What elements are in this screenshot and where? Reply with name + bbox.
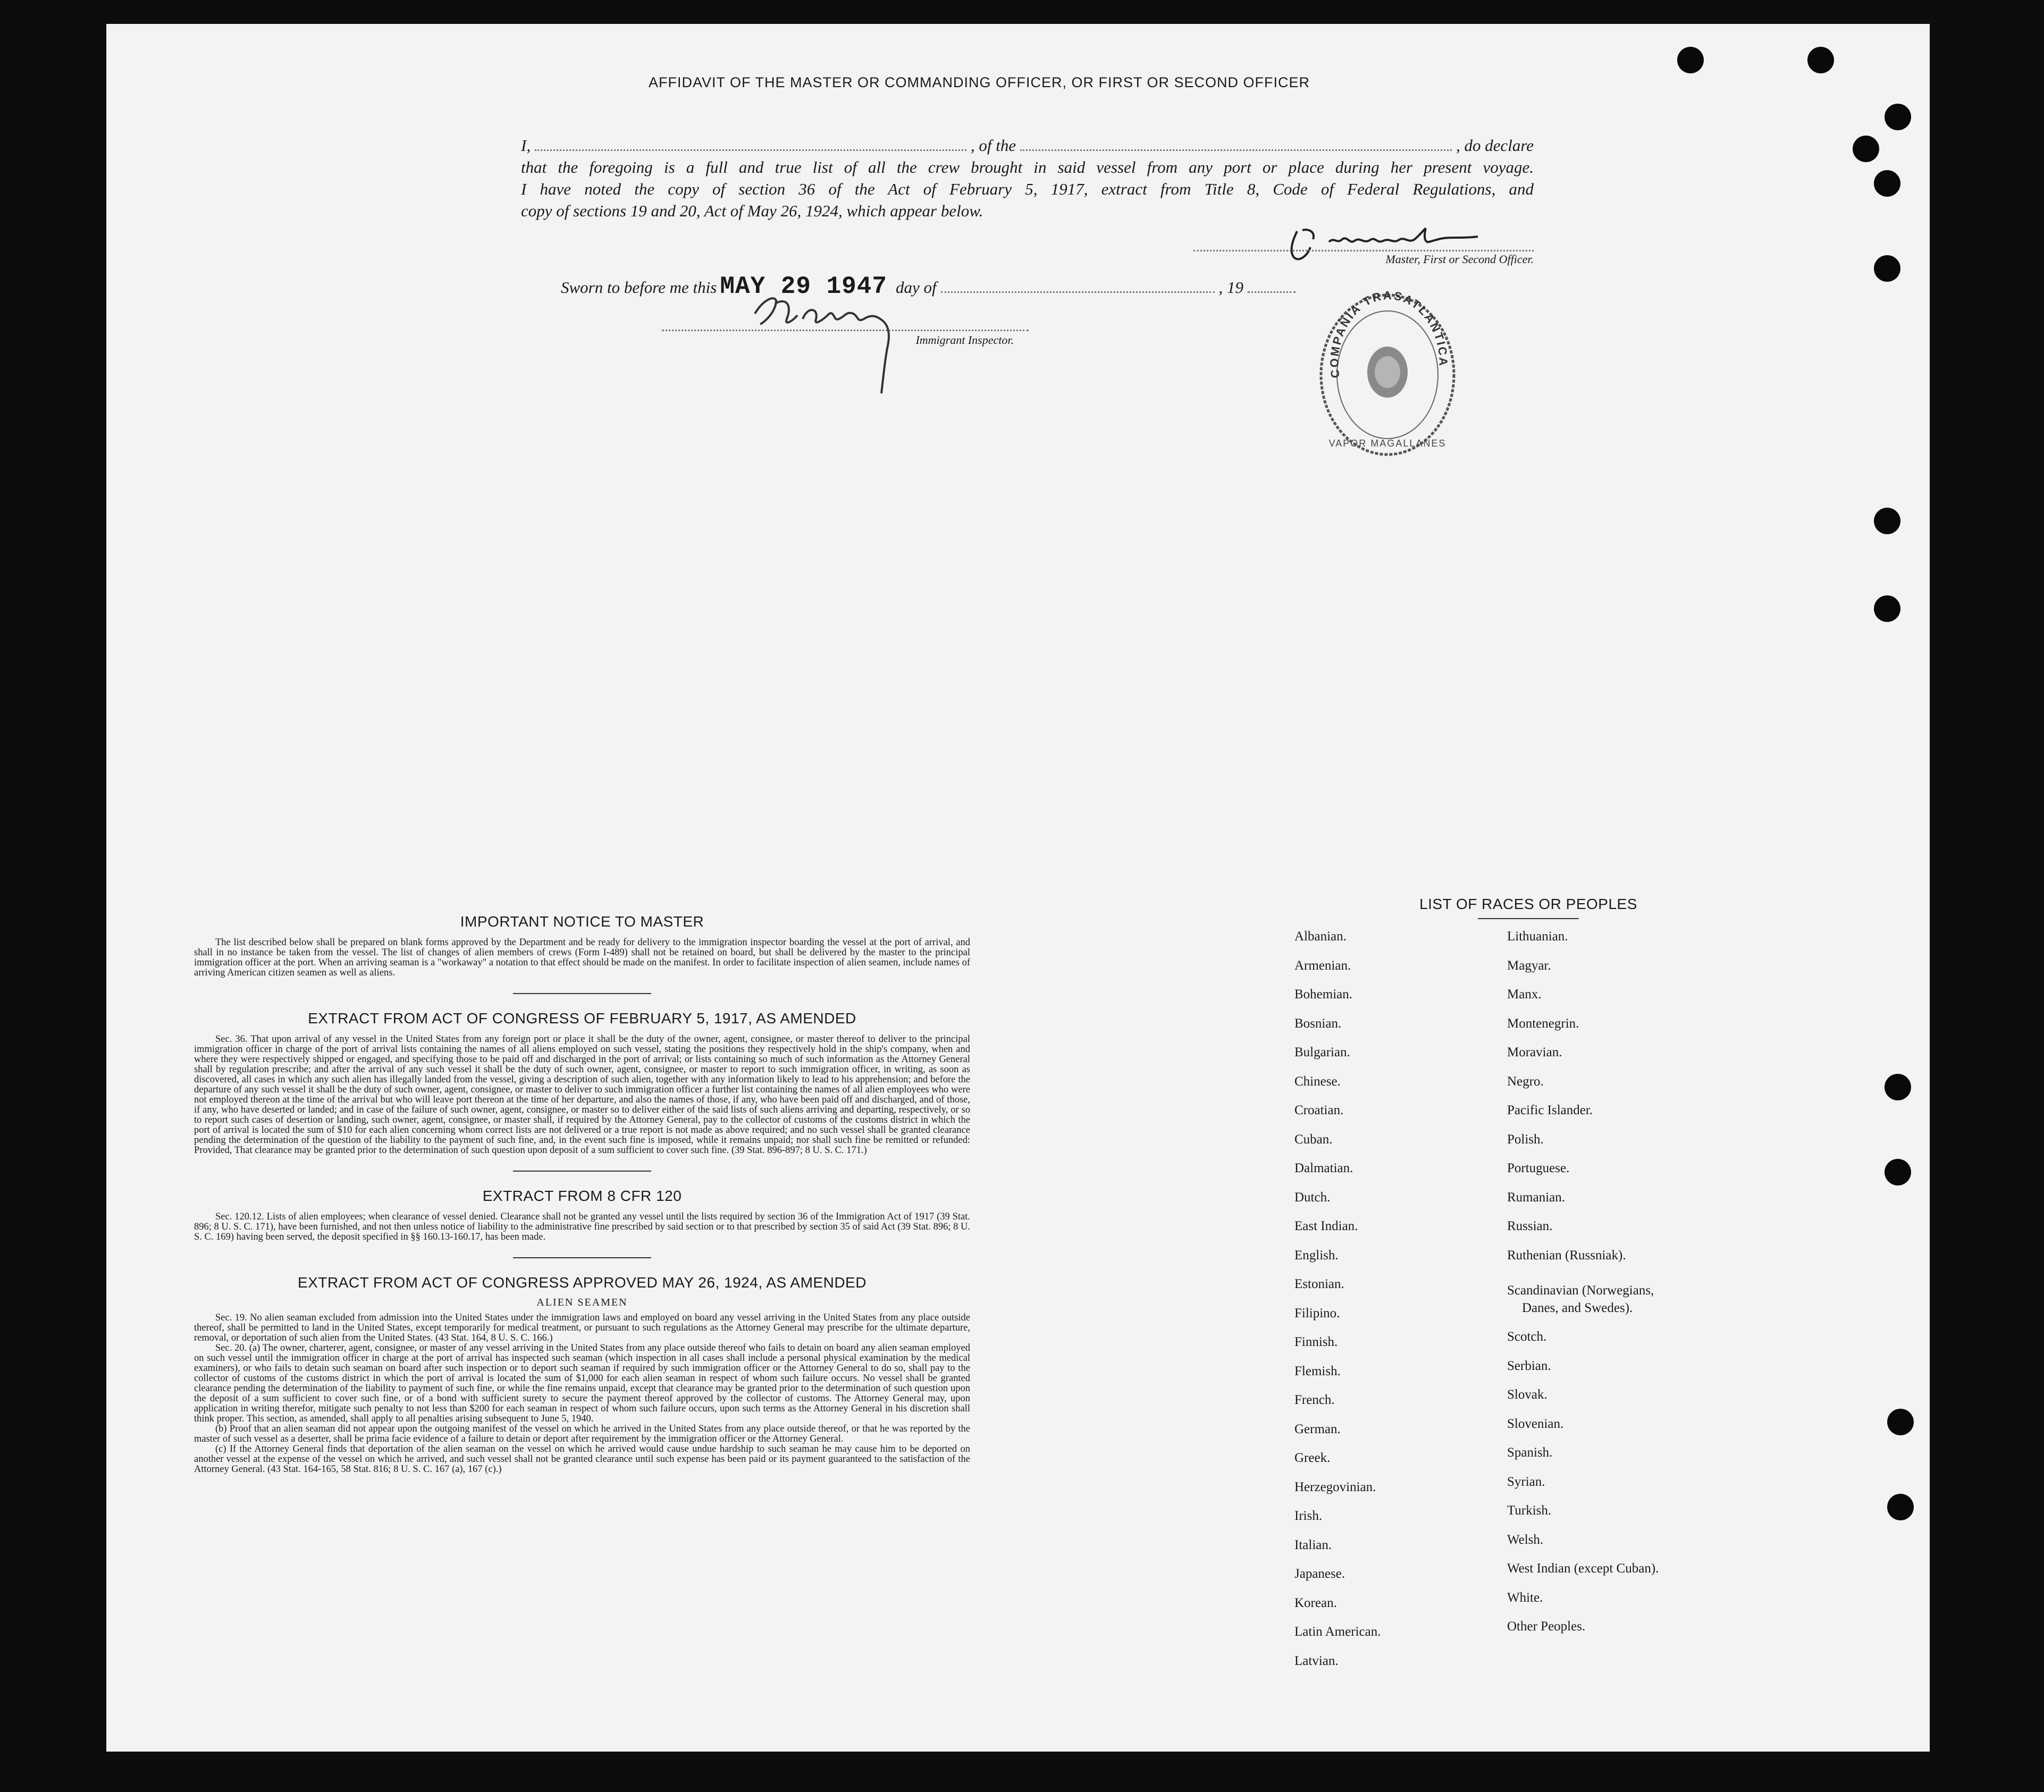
year-blank	[1248, 280, 1296, 293]
declaration-line: I have noted the copy of section 36 of the Act of February 5, 1917, extract from Title 8, Code of Federal Regulations, and	[521, 180, 1534, 198]
race-item: Pacific Islander.	[1507, 1103, 1593, 1117]
divider	[513, 1257, 651, 1258]
race-item: Herzegovinian.	[1294, 1479, 1376, 1494]
inspector-signature-line	[662, 330, 1029, 331]
sworn-year: , 19	[1218, 278, 1243, 297]
race-item: Cuban.	[1294, 1132, 1333, 1147]
extract-1917-paragraph: Sec. 36. That upon arrival of any vessel in the United States from any foreign port or place it shall be the duty of the owner, agent, consignee, or master thereof to deliver to the principal immigration officer in charge of the port of arrival lists containing the names of all aliens employed on such vessel, stating the positions they respectively hold in the ship's company, when and where they were respectively shipped or engaged, and specifying those to be paid off and discharged in the port of arrival; or lists containing so much of such information as the Attorney General shall by regulation prescribe; and after the arrival of any such vessel it shall be the duty of such owner, agent, consignee, or master to report to such immigration officer, in writing, as soon as discovered, all cases in which any such alien has illegally landed from the vessel, giving a description of such alien, together with any information likely to lead to his apprehension; and before the departure of any such vessel it shall be the duty of such owner, agent, consignee, or master to deliver to such immigration officer a further list containing the names of all alien employees who were not employed thereon at the time of the arrival but who will leave port thereon at the time of her departure, and also the names of those, if any, who have been paid off and discharged, and of those, if any, who have deserted or landed; and in case of the failure of such owner, agent, consignee, or master so to deliver either of the said lists of such aliens arriving and departing, respectively, or so to report such cases of desertion or landing, such owner, agent, consignee, or master shall, if required by the Attorney General, pay to the collector of customs of the customs district in which the port of arrival is located the sum of $10 for each alien concerning whom correct lists are not delivered or a true report is not made as above required; and no such vessel shall be granted clearance pending the determination of the question of the liability to the payment of such fine, and, in the event such fine is imposed, while it remains unpaid; nor shall such fine be remitted or refunded: Provided, That clearance may be granted prior to the determination of such question upon deposit of a sum sufficient to cover such fine. (39 Stat. 896-897; 8 U. S. C. 171.)	[194, 1034, 970, 1156]
race-item: Estonian.	[1294, 1277, 1344, 1291]
extract-1924-text	[194, 1313, 970, 1475]
seal-ring-text: COMPAÑIA TRASATLANTICA	[1327, 288, 1450, 379]
extract-cfr-paragraph: Sec. 120.12. Lists of alien employees; when clearance of vessel denied. Clearance shall not be granted any vessel until the lists required by section 36 of the Immigration Act of 1917 (39 Stat. 896; 8 U. S. C. 171), have been furnished, and not then unless notice of liability to the administrative fine prescribed by said section or to that prescribed by section 35 of said Act (39 Stat. 896; 8 U. S. C. 169) having been served, the deposit specified in §§ 160.13-160.17, has been made.	[194, 1212, 970, 1242]
notice-heading: IMPORTANT NOTICE TO MASTER	[460, 913, 704, 930]
race-item: Lithuanian.	[1507, 929, 1568, 944]
race-item: Portuguese.	[1507, 1161, 1570, 1175]
divider	[513, 993, 651, 994]
race-item: Greek.	[1294, 1451, 1331, 1465]
extract-1924-heading: EXTRACT FROM ACT OF CONGRESS APPROVED MAY 26, 1924, AS AMENDED	[298, 1274, 867, 1291]
race-item: West Indian (except Cuban).	[1507, 1561, 1659, 1576]
master-signature-block	[1193, 223, 1534, 266]
race-item: Irish.	[1294, 1509, 1323, 1523]
race-item: Negro.	[1507, 1074, 1544, 1089]
race-item: Ruthenian (Russniak).	[1507, 1248, 1626, 1263]
race-item: Dalmatian.	[1294, 1161, 1353, 1175]
races-list	[1294, 896, 1762, 1682]
race-item: Slovak.	[1507, 1387, 1547, 1402]
race-item: Magyar.	[1507, 958, 1551, 973]
race-item: Bulgarian.	[1294, 1045, 1350, 1059]
race-item: Syrian.	[1507, 1474, 1545, 1489]
race-item: Turkish.	[1507, 1503, 1552, 1518]
declaration-i: I,	[521, 136, 531, 155]
declaration-block	[521, 134, 1534, 222]
alien-seamen-subheading: ALIEN SEAMEN	[536, 1297, 628, 1308]
divider	[513, 1171, 651, 1172]
race-item: Bohemian.	[1294, 987, 1353, 1002]
race-item: Slovenian.	[1507, 1416, 1564, 1431]
race-item: Montenegrin.	[1507, 1016, 1579, 1031]
race-item: Albanian.	[1294, 929, 1347, 944]
declaration-first-line	[521, 134, 1534, 156]
race-item: Flemish.	[1294, 1364, 1341, 1378]
race-item: Japanese.	[1294, 1567, 1345, 1581]
notice-text	[194, 938, 970, 978]
races-heading: LIST OF RACES OR PEOPLES	[1419, 896, 1637, 912]
race-item: Polish.	[1507, 1132, 1544, 1147]
extract-1924-paragraph: Sec. 19. No alien seaman excluded from admission into the United States under the immigration laws and employed on board any vessel arriving in the United States from any place outside thereof, shall be permitted to land in the United States, except temporarily for medical treatment, or pursuant to such regulations as the Attorney General may prescribe for the ultimate departure, removal, or deportation of such alien from the United States. (43 Stat. 164, 8 U. S. C. 166.)	[194, 1313, 970, 1343]
races-column-2	[1507, 929, 1752, 1682]
declaration-line: that the foregoing is a full and true list of all the crew brought in said vessel from any port or place during her present voyage.	[521, 158, 1534, 176]
affidavit-title: AFFIDAVIT OF THE MASTER OR COMMANDING OFFICER, OR FIRST OR SECOND OFFICER	[649, 74, 1310, 90]
extract-1924-paragraph: (c) If the Attorney General finds that deportation of the alien seaman on the vessel on which he arrived would cause undue hardship to such seaman he may cause him to be deported on another vessel at the expense of the vessel on which he arrived, and such vessel shall not be granted clearance until such expense has been paid or its payment guaranteed to the satisfaction of the Attorney General. (43 Stat. 164-165, 58 Stat. 816; 8 U. S. C. 167 (a), 167 (c).)	[194, 1444, 970, 1475]
race-item: Dutch.	[1294, 1190, 1331, 1205]
race-item: Korean.	[1294, 1595, 1337, 1610]
race-item: Filipino.	[1294, 1306, 1340, 1320]
race-item: English.	[1294, 1248, 1339, 1263]
races-grid	[1294, 929, 1762, 1682]
race-item: Serbian.	[1507, 1358, 1551, 1373]
race-item: Scotch.	[1507, 1330, 1547, 1344]
sworn-day-of: day of	[896, 278, 937, 297]
seal-bottom-text: VAPOR MAGALLANES	[1328, 438, 1446, 449]
race-item: Finnish.	[1294, 1335, 1338, 1349]
race-item: Spanish.	[1507, 1445, 1553, 1460]
inspector-caption: Immigrant Inspector.	[915, 333, 1014, 347]
master-signature-line	[1193, 250, 1534, 251]
extract-1917-heading: EXTRACT FROM ACT OF CONGRESS OF FEBRUARY 5, 1917, AS AMENDED	[308, 1010, 856, 1027]
race-item: Welsh.	[1507, 1532, 1544, 1547]
race-item: Chinese.	[1294, 1074, 1341, 1089]
race-item: Danes, and Swedes).	[1522, 1300, 1633, 1315]
extract-cfr-text	[194, 1212, 970, 1242]
extract-cfr-heading: EXTRACT FROM 8 CFR 120	[482, 1188, 682, 1204]
races-column-1	[1294, 929, 1507, 1682]
date-stamp: MAY 29 1947	[720, 273, 887, 300]
company-seal	[1313, 287, 1462, 462]
extract-1924-paragraph: (b) Proof that an alien seaman did not appear upon the outgoing manifest of the vessel on which he arrived in the United States from any place outside thereof, or that he was reported by the master of such vessel as a deserter, shall be prima facie evidence of a failure to detain or deport after requirement by the immigration officer or the Attorney General.	[194, 1424, 970, 1444]
declaration-line: copy of sections 19 and 20, Act of May 26, 1924, which appear below.	[521, 201, 983, 220]
legal-notices	[194, 913, 970, 1475]
race-item: Latvian.	[1294, 1653, 1339, 1668]
race-item: French.	[1294, 1393, 1335, 1407]
race-item: Bosnian.	[1294, 1016, 1342, 1031]
name-blank	[535, 138, 966, 151]
declaration-of-the: , of the	[970, 136, 1016, 155]
declaration-do-declare: , do declare	[1456, 136, 1534, 155]
race-item: East Indian.	[1294, 1219, 1358, 1233]
sworn-prefix: Sworn to before me this	[561, 278, 717, 297]
race-item: Croatian.	[1294, 1103, 1344, 1117]
race-item: Latin American.	[1294, 1625, 1381, 1639]
race-item: Manx.	[1507, 987, 1542, 1002]
notice-paragraph: The list described below shall be prepared on blank forms approved by the Department and be ready for delivery to the immigration inspector boarding the vessel at the port of arrival, and shall in no instance be taken from the vessel. The list of changes of alien members of crews (Form I-489) shall not be retained on board, but shall be delivered by the master to the principal immigration officer at the port. When an arriving seaman is a "workaway" a notation to that effect should be made on the manifest. In order to facilitate inspection of alien seamen, include names of arriving American citizen seamen as well as aliens.	[194, 937, 970, 978]
race-item: Other Peoples.	[1507, 1619, 1586, 1634]
race-item: Rumanian.	[1507, 1190, 1566, 1205]
race-item: Armenian.	[1294, 958, 1351, 973]
extract-1924-paragraph: Sec. 20. (a) The owner, charterer, agent, consignee, or master of any vessel arriving in the United States from any place outside thereof who fails to detain on board any alien seaman employed on such vessel until the immigration officer in charge at the port of arrival has inspected such seaman (which inspection in all cases shall include a personal physical examination by the medical examiners), or who fails to detain such seaman on board after such inspection or to deport such seaman if required by such immigration officer or the Attorney General to do so, shall pay to the collector of customs of the customs district in which the port of arrival is located the sum of $1,000 for each alien seaman in respect of whom such failure occurs. No vessel shall be granted clearance pending the determination of the liability to payment of such fine, or while the fine remains unpaid, except that clearance may be granted prior to the determination of such question upon the deposit of a sum sufficient to cover such fine, or of a bond with sufficient surety to secure the payment thereof approved by the collector of customs. The Attorney General may, upon application in writing therefor, mitigate such penalty to not less than $200 for each seaman in respect of whom such failure occurs, upon such terms as the Attorney General in his discretion shall think proper. This section, as amended, shall apply to all penalties arising subsequent to June 5, 1940.	[194, 1343, 970, 1424]
race-item: Italian.	[1294, 1537, 1332, 1552]
month-blank	[941, 280, 1215, 293]
master-caption: Master, First or Second Officer.	[1385, 253, 1534, 266]
divider	[1478, 918, 1579, 919]
inspector-signature-block	[662, 330, 1029, 347]
race-item: Scandinavian (Norwegians,	[1507, 1283, 1654, 1298]
extract-1917-text	[194, 1034, 970, 1156]
race-item: Moravian.	[1507, 1045, 1562, 1059]
race-item: Russian.	[1507, 1219, 1553, 1233]
race-item: White.	[1507, 1590, 1543, 1605]
vessel-blank	[1020, 138, 1452, 151]
race-item: German.	[1294, 1421, 1341, 1436]
